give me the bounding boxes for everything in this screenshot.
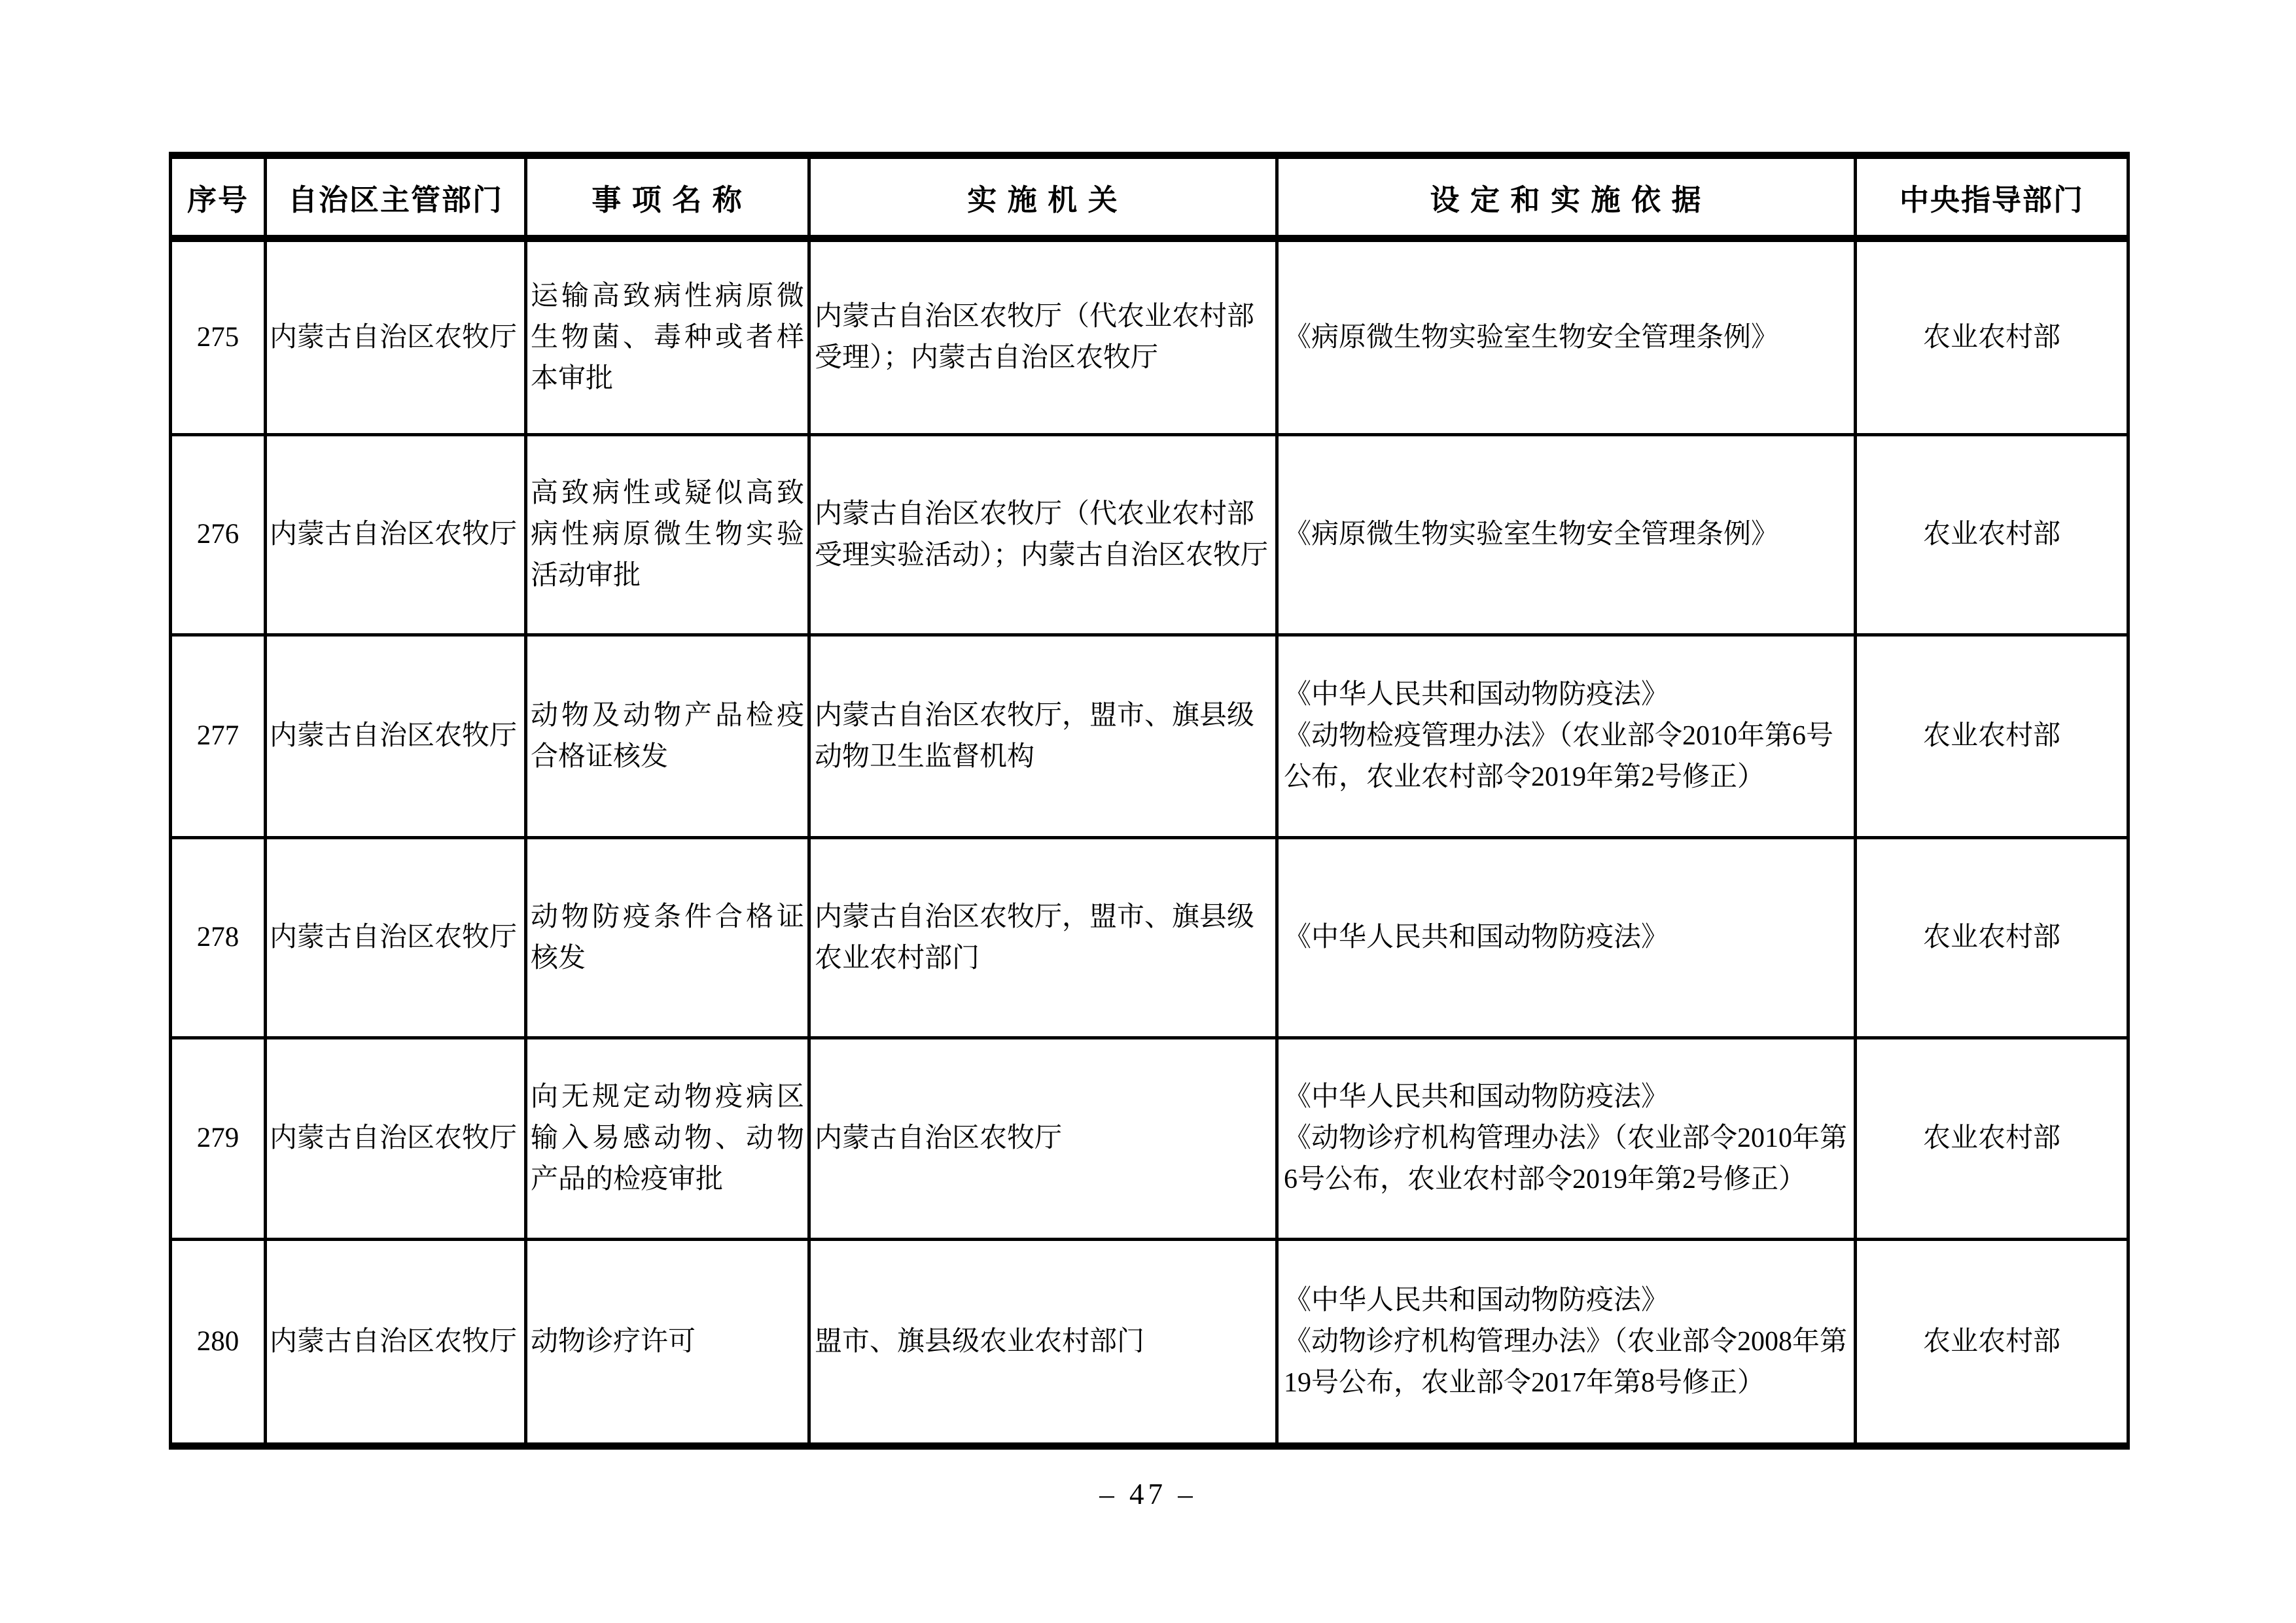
cell-central-department: 农业农村部 — [1856, 838, 2128, 1038]
cell-serial: 278 — [171, 838, 266, 1038]
cell-implementing-agency: 内蒙古自治区农牧厅，盟市、旗县级农业农村部门 — [809, 838, 1277, 1038]
col-header-item-name: 事 项 名 称 — [526, 156, 809, 239]
col-header-central-department: 中央指导部门 — [1856, 156, 2128, 239]
cell-item-name: 向无规定动物疫病区输入易感动物、动物产品的检疫审批 — [526, 1038, 809, 1240]
cell-implementing-agency: 内蒙古自治区农牧厅 — [809, 1038, 1277, 1240]
cell-central-department: 农业农村部 — [1856, 435, 2128, 635]
cell-implementing-agency: 内蒙古自治区农牧厅，盟市、旗县级动物卫生监督机构 — [809, 635, 1277, 838]
cell-department: 内蒙古自治区农牧厅 — [266, 1038, 526, 1240]
col-header-department: 自治区主管部门 — [266, 156, 526, 239]
cell-department: 内蒙古自治区农牧厅 — [266, 435, 526, 635]
cell-implementing-agency: 内蒙古自治区农牧厅（代农业农村部受理）；内蒙古自治区农牧厅 — [809, 239, 1277, 435]
cell-serial: 280 — [171, 1240, 266, 1446]
cell-implementing-agency: 内蒙古自治区农牧厅（代农业农村部受理实验活动）；内蒙古自治区农牧厅 — [809, 435, 1277, 635]
cell-item-name: 动物防疫条件合格证核发 — [526, 838, 809, 1038]
col-header-legal-basis: 设 定 和 实 施 依 据 — [1277, 156, 1856, 239]
cell-legal-basis: 《中华人民共和国动物防疫法》 《动物诊疗机构管理办法》（农业部令2010年第6号公布，农业农村部令2019年第2号修正） — [1277, 1038, 1856, 1240]
cell-serial: 275 — [171, 239, 266, 435]
table-row — [171, 1240, 2128, 1446]
table-row — [171, 435, 2128, 635]
cell-department: 内蒙古自治区农牧厅 — [266, 239, 526, 435]
approval-items-table — [169, 152, 2130, 1450]
cell-item-name: 动物及动物产品检疫合格证核发 — [526, 635, 809, 838]
cell-department: 内蒙古自治区农牧厅 — [266, 1240, 526, 1446]
table-row — [171, 239, 2128, 435]
cell-serial: 276 — [171, 435, 266, 635]
table-row — [171, 838, 2128, 1038]
table-header-row — [171, 156, 2128, 239]
cell-central-department: 农业农村部 — [1856, 239, 2128, 435]
cell-implementing-agency: 盟市、旗县级农业农村部门 — [809, 1240, 1277, 1446]
cell-serial: 277 — [171, 635, 266, 838]
cell-department: 内蒙古自治区农牧厅 — [266, 838, 526, 1038]
cell-legal-basis: 《中华人民共和国动物防疫法》 《动物检疫管理办法》（农业部令2010年第6号公布，农业农村部令2019年第2号修正） — [1277, 635, 1856, 838]
table-row — [171, 1038, 2128, 1240]
cell-legal-basis: 《中华人民共和国动物防疫法》 — [1277, 838, 1856, 1038]
cell-item-name: 动物诊疗许可 — [526, 1240, 809, 1446]
page-number: – 47 – — [1099, 1478, 1197, 1510]
cell-serial: 279 — [171, 1038, 266, 1240]
col-header-serial: 序号 — [171, 156, 266, 239]
cell-item-name: 运输高致病性病原微生物菌、毒种或者样本审批 — [526, 239, 809, 435]
cell-central-department: 农业农村部 — [1856, 1240, 2128, 1446]
col-header-implementing-agency: 实 施 机 关 — [809, 156, 1277, 239]
cell-item-name: 高致病性或疑似高致病性病原微生物实验活动审批 — [526, 435, 809, 635]
cell-legal-basis: 《病原微生物实验室生物安全管理条例》 — [1277, 435, 1856, 635]
cell-department: 内蒙古自治区农牧厅 — [266, 635, 526, 838]
cell-central-department: 农业农村部 — [1856, 1038, 2128, 1240]
cell-legal-basis: 《病原微生物实验室生物安全管理条例》 — [1277, 239, 1856, 435]
cell-central-department: 农业农村部 — [1856, 635, 2128, 838]
cell-legal-basis: 《中华人民共和国动物防疫法》 《动物诊疗机构管理办法》（农业部令2008年第19号公布，农业部令2017年第8号修正） — [1277, 1240, 1856, 1446]
table-row — [171, 635, 2128, 838]
